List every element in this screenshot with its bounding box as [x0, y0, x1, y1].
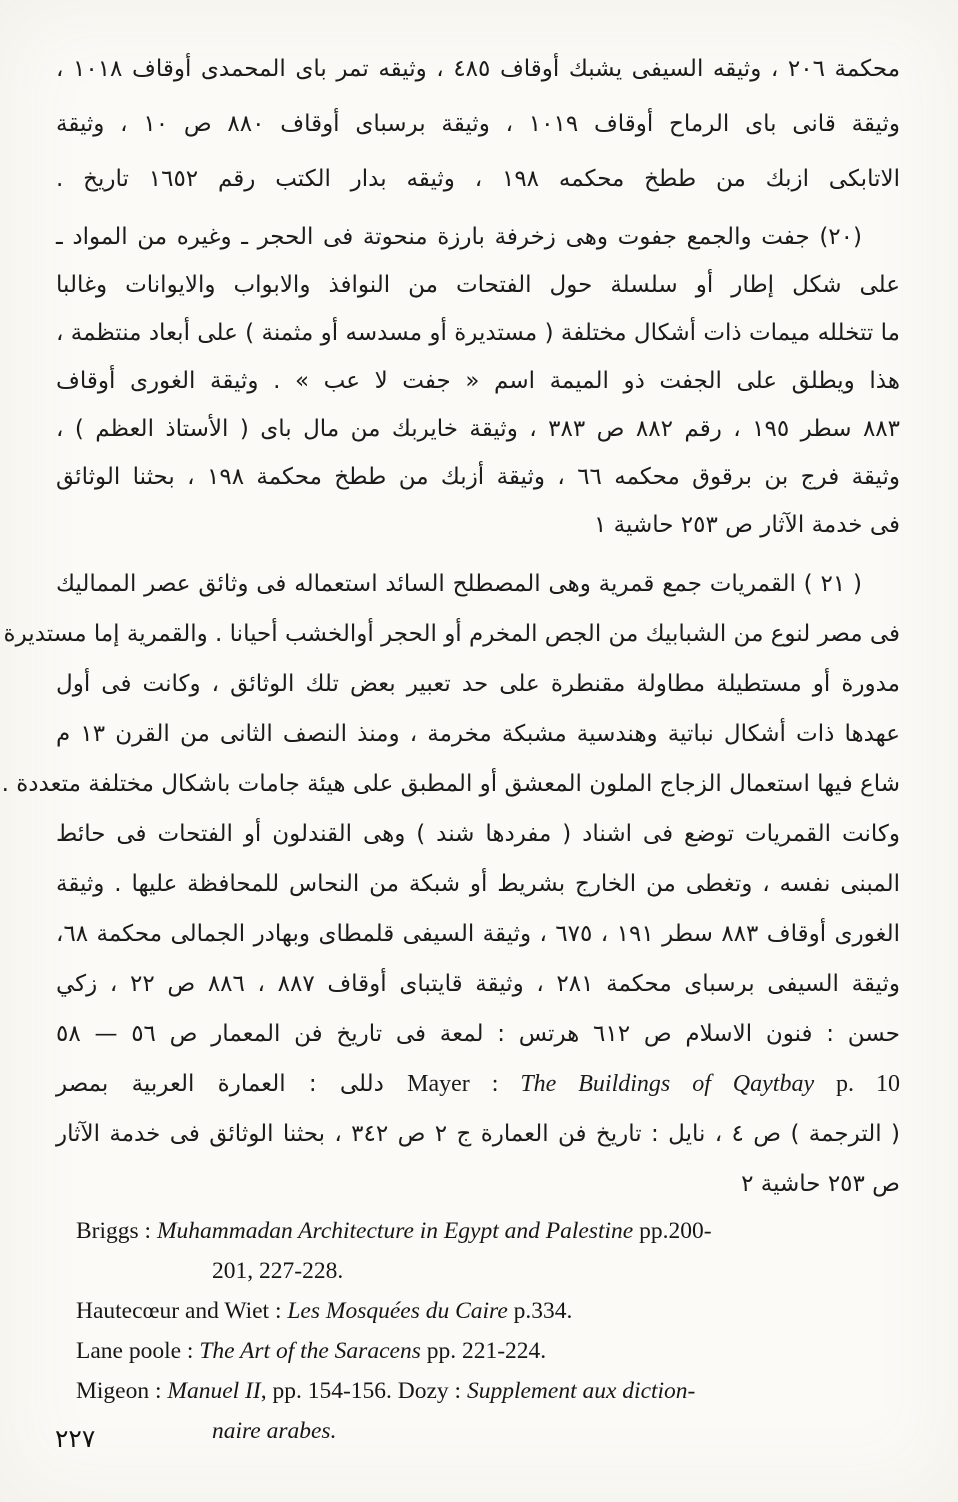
arabic-text-segment: هذا ويطلق على الجفت ذو الميمة اسم « جفت لا عب » . وثيقة الغورى أوقاف	[56, 368, 900, 394]
arabic-text-segment: مدورة أو مستطيلة مطاولة مقنطرة على حد تعبير بعض تلك الوثائق ، وكانت فى أول	[56, 671, 900, 697]
arabic-text-segment: محكمة ٢٠٦ ، وثيقه السيفى يشبك أوقاف ٤٨٥ ، وثيقه تمر باى المحمدى أوقاف ١٠١٨ ،	[56, 56, 901, 82]
text-line	[3, 609, 900, 659]
text-line	[76, 1291, 900, 1331]
arabic-text-segment: شاع فيها استعمال الزجاج الملون المعشق أو المطبق على هيئة جامات باشكال مختلفة متعددة .	[1, 771, 900, 797]
arabic-text-segment: فى خدمة الآثار ص ٢٥٣ حاشية ١	[594, 512, 900, 538]
arabic-text-segment: ما تتخلله ميمات ذات أشكال مختلفة ( مستديرة أو مسدسه أو مثمنة ) على أبعاد منتظمة ،	[56, 320, 900, 346]
arabic-paragraphs	[1, 42, 901, 1209]
bibliography-segment: Migeon :	[76, 1378, 168, 1404]
text-line	[56, 261, 900, 309]
arabic-text-segment: وثيقة قانى باى الرماح أوقاف ١٠١٩ ، وثيقة برسباى أوقاف ٨٨٠ ص ١٠ ، وثيقة	[56, 111, 900, 137]
text-line	[56, 357, 900, 405]
text-line	[56, 213, 900, 261]
latin-citation-segment: Mayer :	[407, 1071, 521, 1097]
text-line	[56, 1009, 900, 1059]
text-line	[56, 42, 900, 97]
bibliography-segment: pp. 221-224.	[420, 1338, 547, 1364]
arabic-text-segment: وثيقة السيفى برسباى محكمة ٢٨١ ، وثيقة قايتباى أوقاف ٨٨٧ ، ٨٨٦ ص ٢٢ ، زكي	[56, 971, 900, 997]
arabic-text-segment: الغورى أوقاف ٨٨٣ سطر ١٩١ ، ٦٧٥ ، وثيقة السيفى قلمطاى وبهادر الجمالى محكمة ٦٨،	[56, 921, 901, 947]
bibliography-segment: The Art of the Saracens	[199, 1338, 421, 1364]
text-line	[76, 1211, 900, 1251]
text-line	[56, 659, 900, 709]
arabic-text-segment: (٢٠) جفت والجمع جفوت وهى زخرفة بارزة منحوتة فى الحجر ـ وغيره من المواد ـ	[56, 224, 862, 250]
text-line	[56, 1159, 900, 1209]
text-line	[76, 1251, 900, 1291]
text-line	[56, 405, 900, 453]
bibliography-segment: , pp. 154-156. Dozy :	[260, 1378, 467, 1404]
arabic-text-segment: الاتابكى ازبك من ططخ محكمه ١٩٨ ، وثيقه بدار الكتب رقم ١٦٥٢ تاريخ .	[56, 166, 900, 192]
bibliography-segment: Les Mosquées du Caire	[287, 1298, 508, 1324]
bibliography-segment: pp.200-	[633, 1218, 712, 1244]
text-line	[56, 859, 900, 909]
text-line	[56, 959, 900, 1009]
page-number: ٢٢٧	[55, 1424, 96, 1453]
arabic-text-segment: فى مصر لنوع من الشبابيك من الجص المخرم أو الحجر أوالخشب أحيانا . والقمرية إما مستديرة	[3, 621, 900, 647]
text-line	[56, 453, 900, 501]
arabic-text-segment: ص ٢٥٣ حاشية ٢	[741, 1171, 900, 1197]
bibliography-segment: p.334.	[507, 1298, 573, 1324]
text-line	[76, 1411, 900, 1451]
arabic-text-segment: ( الترجمة ) ص ٤ ، نايل : تاريخ فن العمارة ج ٢ ص ٣٤٢ ، بحثنا الوثائق فى خدمة الآثار	[56, 1121, 900, 1147]
bibliography-segment: Lane poole :	[76, 1338, 200, 1364]
footnote-21	[1, 559, 901, 1209]
arabic-text-segment: وثيقة فرج بن برقوق محكمه ٦٦ ، وثيقة أزبك من ططخ محكمة ١٩٨ ، بحثنا الوثائق	[56, 464, 900, 490]
footnote-20	[56, 213, 900, 549]
text-line	[56, 809, 900, 859]
text-line	[56, 152, 900, 207]
bibliography-segment: Supplement aux diction-	[466, 1378, 696, 1404]
text-line	[56, 309, 900, 357]
arabic-text-segment: حسن : فنون الاسلام ص ٦١٢ هرتس : لمعة فى تاريخ فن المعمار ص ٥٦ — ٥٨	[56, 1021, 901, 1047]
bibliography-segment: Manuel II	[167, 1378, 261, 1404]
text-line	[56, 1059, 900, 1109]
para-continuation	[56, 42, 900, 207]
text-line	[56, 97, 900, 152]
text-line	[1, 759, 900, 809]
text-line	[56, 909, 900, 959]
bibliography-segment: Briggs :	[76, 1218, 157, 1244]
arabic-text-segment: ٨٨٣ سطر ١٩٥ ، رقم ٨٨٢ ص ٣٨٣ ، وثيقة خايربك من مال باى ( الأستاذ العظم ) ،	[56, 416, 900, 442]
arabic-text-segment: وكانت القمريات توضع فى اشناد ( مفردها شند ) وهى القندلون أو الفتحات فى حائط	[56, 821, 900, 847]
arabic-text-segment: عهدها ذات أشكال نباتية وهندسية مشبكة مخرمة ، ومنذ النصف الثانى من القرن ١٣ م	[56, 721, 900, 747]
text-line	[76, 1371, 900, 1411]
text-line	[56, 559, 900, 609]
bibliography	[56, 1211, 900, 1451]
text-line	[56, 501, 900, 549]
text-line	[76, 1331, 900, 1371]
bibliography-segment: Muhammadan Architecture in Egypt and Palestine	[156, 1218, 634, 1244]
arabic-text-segment: دللى : العمارة العربية بمصر	[56, 1071, 408, 1097]
bibliography-segment: naire arabes.	[212, 1418, 337, 1444]
bibliography-segment: Hautecœur and Wiet :	[76, 1298, 288, 1324]
text-line	[56, 1109, 900, 1159]
arabic-text-segment: ( ٢١ ) القمريات جمع قمرية وهى المصطلح السائد استعماله فى وثائق عصر المماليك	[56, 571, 862, 597]
bibliography-segment: 201, 227-228.	[212, 1258, 344, 1284]
text-line	[56, 709, 900, 759]
arabic-text-segment: المبنى نفسه ، وتغطى من الخارج بشريط أو شبكة من النحاس للمحافظة عليها . وثيقة	[56, 871, 900, 897]
arabic-text-segment: على شكل إطار أو سلسلة حول الفتحات من النوافذ والابواب والايوانات وغالبا	[56, 272, 900, 298]
latin-citation-segment: The Buildings of Qaytbay	[520, 1071, 815, 1097]
latin-citation-segment: p. 10	[814, 1071, 900, 1097]
